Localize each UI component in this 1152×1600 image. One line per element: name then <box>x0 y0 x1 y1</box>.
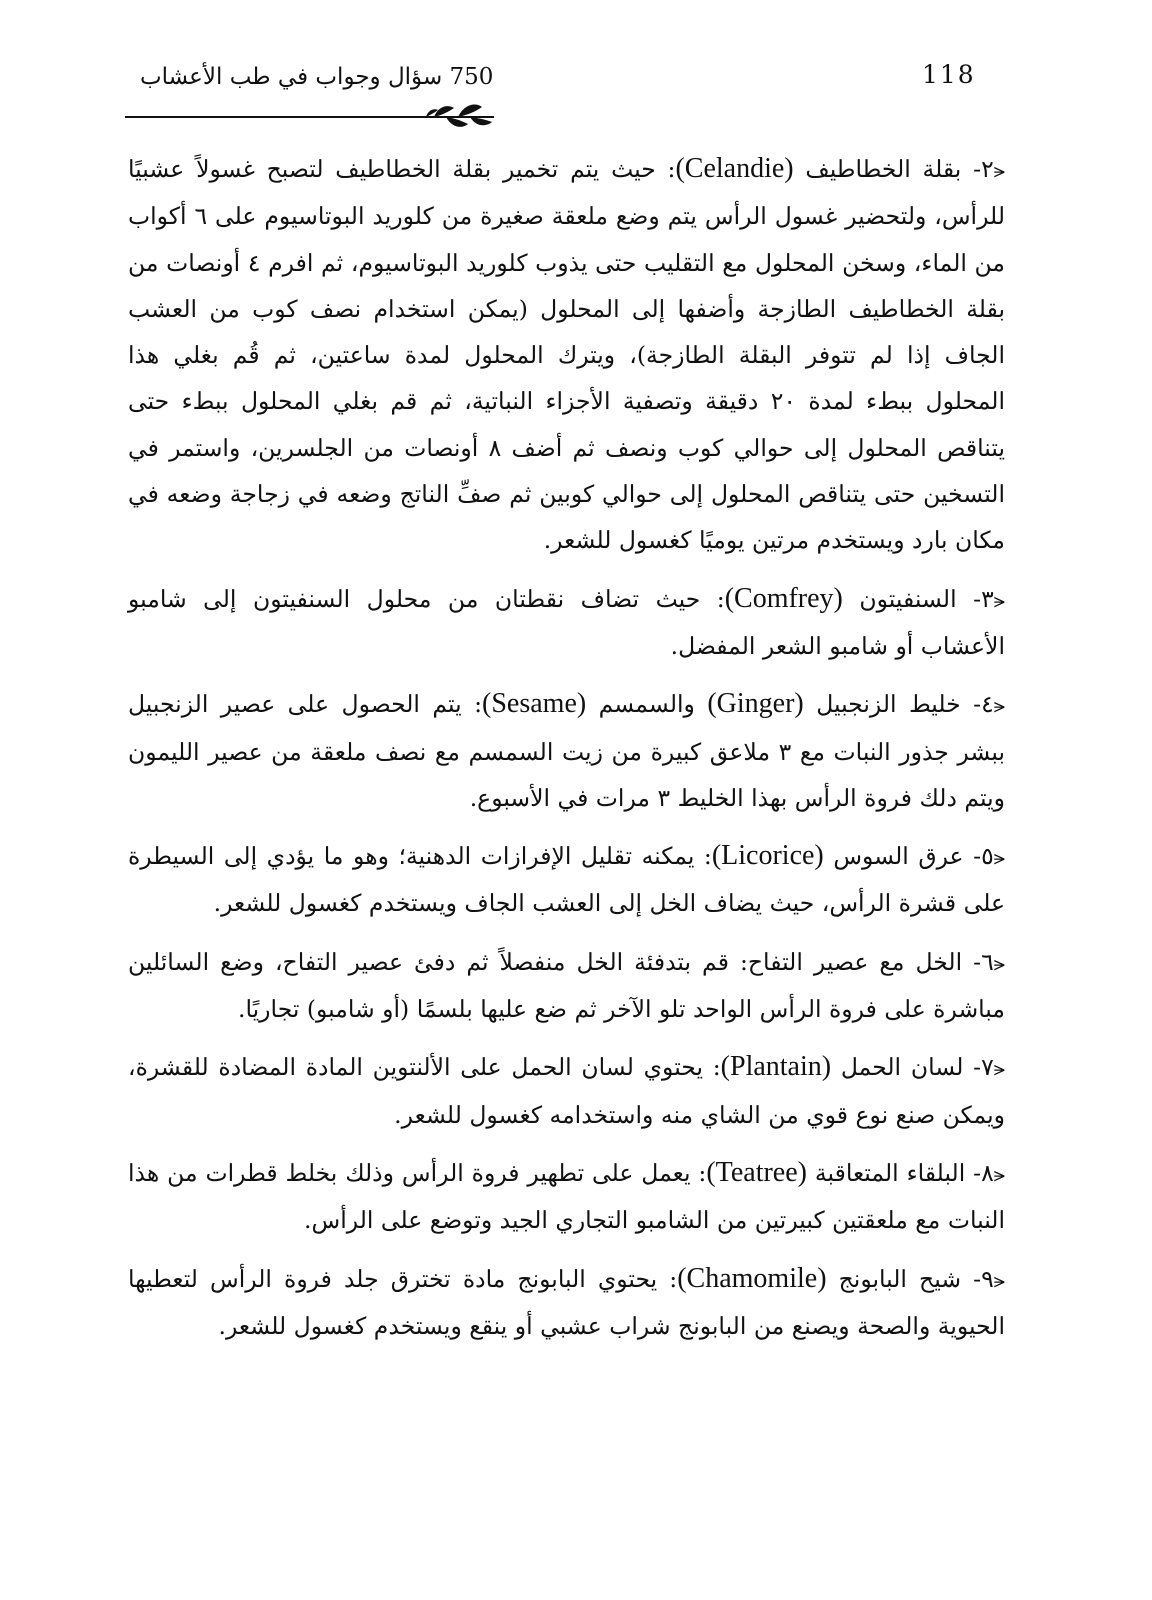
herb-name-en: (Licorice) <box>711 840 824 872</box>
herb-name-en-2: (Sesame) <box>482 688 587 720</box>
item-number: ٥- <box>973 842 994 871</box>
herb-name-ar: الخل مع عصير التفاح <box>747 947 963 976</box>
herb-name-en: (Teatree) <box>706 1156 807 1188</box>
herb-name-ar-2: والسمسم <box>598 690 695 719</box>
item-text: : يمكنه تقليل الإفرازات الدهنية؛ وهو ما يؤدي إلى السيطرة على قشرة الرأس، حيث يضاف الخل إلى العشب الجاف ويستخدم كغسول للشعر. <box>128 842 1005 918</box>
herb-name-en: (Chamomile) <box>677 1262 827 1294</box>
item-number: ٦- <box>973 947 994 976</box>
herb-name-en: (Comfrey) <box>724 582 843 614</box>
item-text: : قم بتدفئة الخل منفصلاً ثم دفئ عصير التفاح، وضع السائلين مباشرة على فروة الرأس الواحد تلو الآخر ثم ضع عليها بلسمًا (أو شامبو) تجاريًا. <box>128 947 1005 1024</box>
herb-name-en: (Plantain) <box>720 1051 832 1083</box>
item-text: : يعمل على تطهير فروة الرأس وذلك بخلط قطرات من هذا النبات مع ملعقتين كبيرتين من الشامبو التجاري الجيد وتوضع على الرأس. <box>128 1158 1005 1235</box>
leaf-branch-ornament-icon <box>420 98 500 134</box>
item-number: ٢- <box>973 155 994 183</box>
arrow-marker-icon: ⪪ <box>993 1267 1005 1292</box>
list-item <box>128 833 1005 927</box>
arrow-marker-icon: ⪪ <box>993 158 1005 182</box>
article-body <box>128 146 1005 1361</box>
arrow-marker-icon: ⪪ <box>993 845 1005 870</box>
item-number: ٧- <box>973 1053 994 1082</box>
book-title: 750 سؤال وجواب في طب الأعشاب <box>140 64 494 90</box>
item-text: : حيث تضاف نقطتان من محلول السنفيتون إلى شامبو الأعشاب أو شامبو الشعر المفضل. <box>128 584 1005 660</box>
arrow-marker-icon: ⪪ <box>993 1056 1005 1081</box>
item-number: ٣- <box>973 584 994 613</box>
herb-name-en: (Celandie) <box>675 153 794 184</box>
arrow-marker-icon: ⪪ <box>993 950 1005 975</box>
item-number: ٨- <box>973 1158 994 1187</box>
herb-name-ar: لسان الحمل <box>840 1053 964 1082</box>
arrow-marker-icon: ⪪ <box>993 693 1005 718</box>
arrow-marker-icon: ⪪ <box>993 1161 1005 1186</box>
item-text: : يحتوي البابونج مادة تخترق جلد فروة الرأس لتعطيها الحيوية والصحة ويصنع من البابونج شراب عشبي أو ينقع ويستخدم كغسول للشعر. <box>128 1264 1005 1340</box>
item-number: ٩- <box>973 1264 994 1293</box>
list-item <box>128 146 1005 564</box>
item-text: : حيث يتم تخمير بقلة الخطاطيف لتصبح غسولاً عشبيًا للرأس، ولتحضير غسول الرأس يتم وضع ملعقة صغيرة من كلوريد البوتاسيوم على ٦ أكواب من الماء، وسخن المحلول مع التقليب حتى يذوب كلوريد البوتاسيوم، ثم افرم ٤ أونصات من بقلة الخطاطيف الطازجة وأضفها إلى المحلول (يمكن استخدام نصف كوب من العشب الجاف إذا لم تتوفر البقلة الطازجة)، ويترك المحلول لمدة ساعتين، ثم قُم بغلي هذا المحلول ببطء لمدة ٢٠ دقيقة وتصفية الأجزاء النباتية، ثم قم بغلي المحلول ببطء حتى يتناقص المحلول إلى حوالي كوب ونصف ثم أضف ٨ أونصات من الجلسرين، واستمر في التسخين حتى يتناقص المحلول إلى حوالي كوبين ثم صفِّ الناتج وضعه في زجاجة وضعه في مكان بارد ويستخدم مرتين يوميًا كغسول للشعر. <box>128 155 1005 555</box>
list-item <box>128 681 1005 821</box>
item-text: : يحتوي لسان الحمل على الألنتوين المادة المضادة للقشرة، ويمكن صنع نوع قوي من الشاي منه واستخدامه كغسول للشعر. <box>128 1053 1005 1129</box>
list-item <box>128 1044 1005 1138</box>
arrow-marker-icon: ⪪ <box>993 587 1005 612</box>
list-item <box>128 939 1005 1033</box>
herb-name-ar: عرق السوس <box>833 842 964 871</box>
herb-name-ar: خليط الزنجبيل <box>816 690 961 719</box>
header-rule <box>125 116 470 118</box>
herb-name-en: (Ginger) <box>707 688 804 720</box>
list-item <box>128 1150 1005 1244</box>
item-number: ٤- <box>973 690 994 719</box>
list-item <box>128 1256 1005 1350</box>
page-number: 118 <box>922 60 976 89</box>
list-item <box>128 576 1005 670</box>
herb-name-ar: البلقاء المتعاقبة <box>814 1158 966 1187</box>
item-text: : يتم الحصول على عصير الزنجبيل ببشر جذور النبات مع ٣ ملاعق كبيرة من زيت السمسم مع نصف ملعقة من عصير الليمون ويتم دلك فروة الرأس بهذا الخليط ٣ مرات في الأسبوع. <box>128 690 1005 812</box>
herb-name-ar: بقلة الخطاطيف <box>805 155 962 183</box>
herb-name-ar: شيح البابونج <box>838 1264 962 1293</box>
herb-name-ar: السنفيتون <box>859 584 957 613</box>
